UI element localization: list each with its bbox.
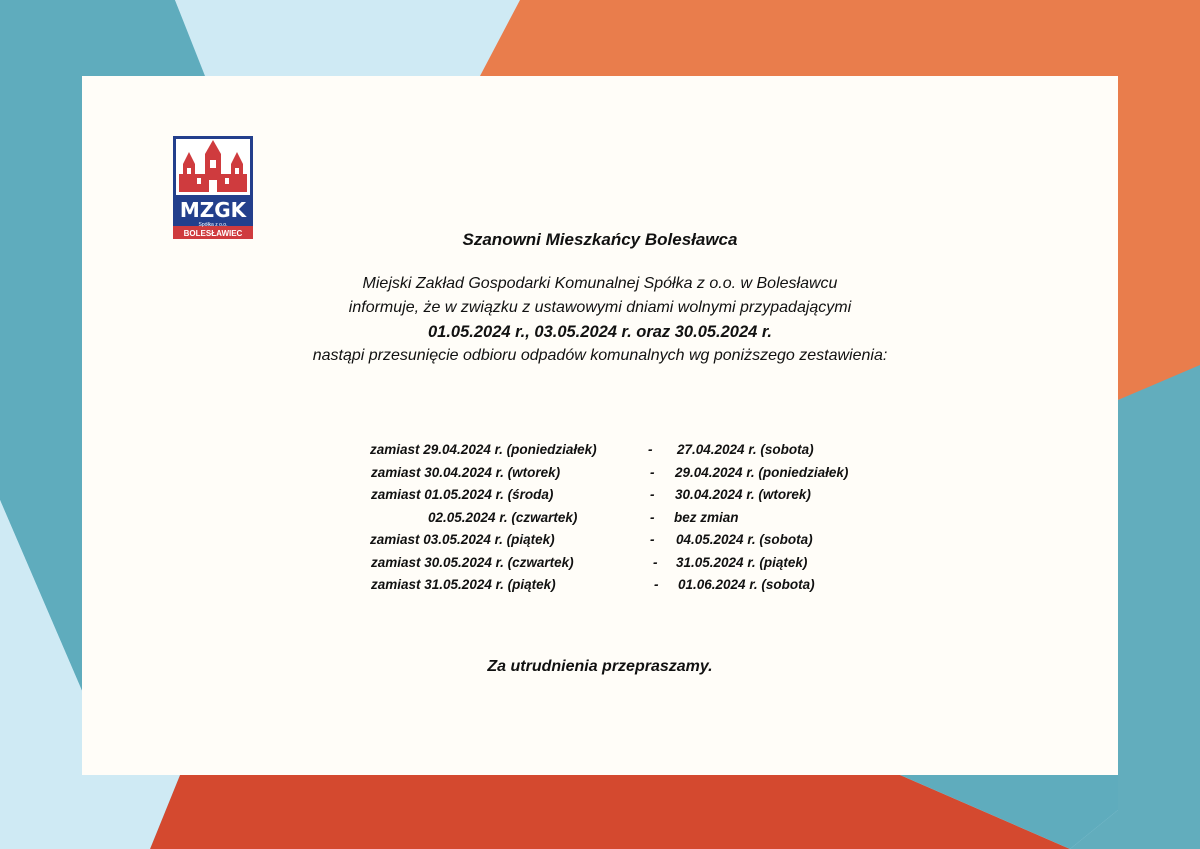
notice-line-1: Miejski Zakład Gospodarki Komunalnej Spółka z o.o. w Bolesławcu [362,275,838,292]
schedule-to: 01.06.2024 r. (sobota) [678,577,815,592]
schedule-from: zamiast 03.05.2024 r. (piątek) [370,532,555,547]
schedule-row [82,555,1118,578]
schedule-list [82,442,1118,600]
schedule-to: 30.04.2024 r. (wtorek) [675,487,811,502]
logo-name: MZGK [179,198,247,222]
schedule-from: zamiast 30.05.2024 r. (czwartek) [371,554,574,570]
notice-line-2: informuje, że w związku z ustawowymi dniami wolnymi przypadającymi [348,299,852,316]
schedule-row [82,487,1118,510]
schedule-from: 02.05.2024 r. (czwartek) [428,509,578,525]
schedule-to: 31.05.2024 r. (piątek) [676,554,808,570]
notice-paragraph [82,272,1118,368]
holiday-dates: 01.05.2024 r., 03.05.2024 r. oraz 30.05.2024 r. [427,323,773,341]
notice-card [82,76,1118,775]
schedule-separator: - [650,532,655,547]
schedule-from: zamiast 01.05.2024 r. (środa) [371,487,554,502]
schedule-from: zamiast 31.05.2024 r. (piątek) [371,577,556,592]
greeting-heading: Szanowni Mieszkańcy Bolesławca [462,230,738,249]
schedule-to: 29.04.2024 r. (poniedziałek) [675,464,849,480]
schedule-row [82,532,1118,555]
schedule-to: bez zmian [674,509,739,525]
light-shape-top [175,0,520,76]
schedule-separator: - [650,464,655,480]
logo-subtitle: Spółka z o.o. [198,222,228,228]
schedule-from: zamiast 29.04.2024 r. (poniedziałek) [370,442,597,457]
closing-apology: Za utrudnienia przepraszamy. [487,658,713,675]
schedule-separator: - [650,487,655,502]
notice-line-4: nastąpi przesunięcie odbioru odpadów komunalnych wg poniższego zestawienia: [312,347,888,364]
schedule-row [82,510,1118,533]
schedule-separator: - [650,509,655,525]
schedule-row [82,577,1118,600]
schedule-separator: - [648,442,653,457]
schedule-row [82,442,1118,465]
schedule-separator: - [653,554,658,570]
schedule-row [82,465,1118,488]
schedule-separator: - [654,577,659,592]
logo-city: BOLESŁAWIEC [183,229,243,238]
schedule-from: zamiast 30.04.2024 r. (wtorek) [371,464,561,480]
mzgk-logo [173,136,253,239]
schedule-to: 27.04.2024 r. (sobota) [677,442,814,457]
light-shape-bottom-left [0,775,180,849]
schedule-to: 04.05.2024 r. (sobota) [676,532,813,547]
